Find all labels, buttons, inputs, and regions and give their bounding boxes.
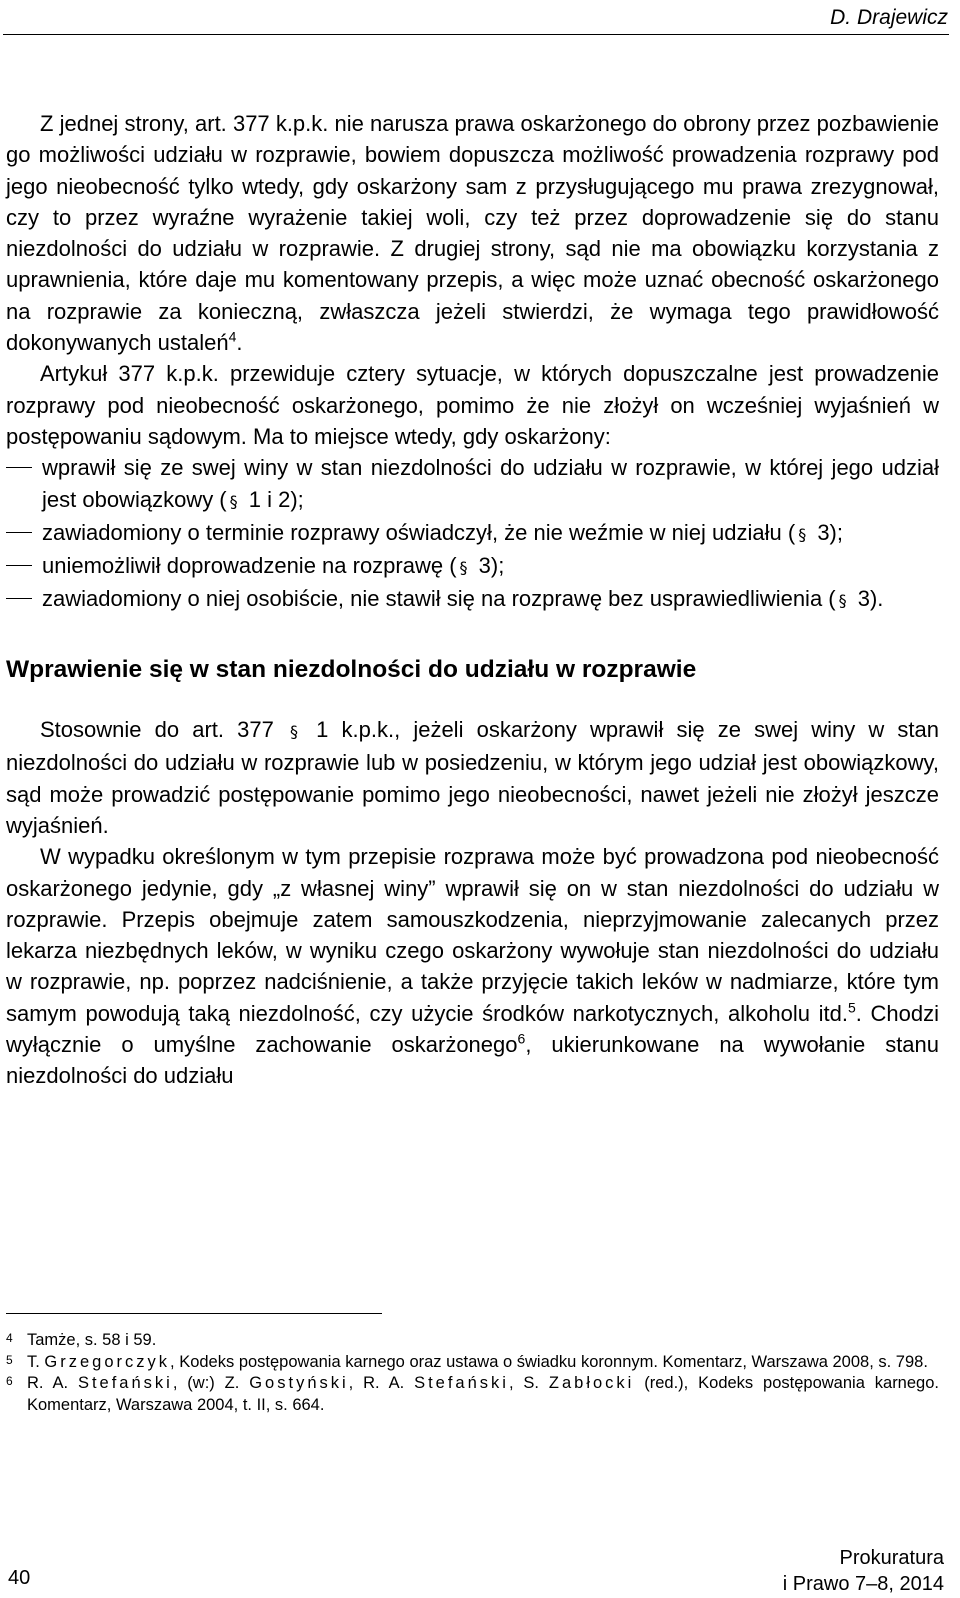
journal-issue: i Prawo 7–8, 2014 — [782, 1573, 944, 1595]
list-item: zawiadomiony o niej osobiście, nie stawił się na rozprawę bez usprawiedliwienia ( § 3). — [6, 583, 939, 616]
paragraph-1: Z jednej strony, art. 377 k.p.k. nie narusza prawa oskarżonego do obrony przez pozbawienie go możliwości udziału w rozprawie, bowiem dopuszcza możliwość prowadzenia rozprawy pod jego nieobecność tylko wtedy, gdy oskarżony sam z przysługującego mu prawa zrezygnował, czy to przez wyraźne wyrażenie takiej woli, czy też przez doprowadzenie się do stanu niezdolności do udziału w rozprawie. Z drugiej strony, sąd nie ma obowiązku korzystania z uprawnienia, które daje mu komentowany przepis, a więc może uznać obecność oskarżonego na rozprawie za konieczną, zwłaszcza jeżeli stwierdzi, że wymaga tego prawidłowość dokonywanych ustaleń$^4$. — [6, 111, 939, 356]
footnote-ref-4[interactable]: 4 — [228, 328, 237, 345]
footnote-ref-6[interactable]: 6 — [517, 1030, 526, 1047]
running-header-author: D. Drajewicz — [830, 6, 948, 29]
paragraph-sign: § — [838, 591, 849, 611]
paragraph-4: W wypadku określonym w tym przepisie rozprawa może być prowadzona pod nieobecność oskarżonego jedynie, gdy „z własnej winy” wprawił się on w stan niezdolności do udziału w rozprawie. Przepis obejmuje zatem samouszkodzenia, nieprzyjmowanie zalecanych przez lekarza niezbędnych leków, w wyniku czego oskarżony wywołuje stan niezdolności do udziału w rozprawie, np. poprzez nadciśnienie, a także przyjęcie takich leków w nadmiarze, które tym samym powodują taką niezdolność, czy użycie środków narkotycznych, alkoholu itd.$^5$. Chodzi wyłącznie o umyślne zachowanie oskarżonego$^6$, ukierunkowane na wywołanie stanu niezdolności do udziału — [6, 844, 940, 1089]
paragraph-3: Stosownie do art. 377 § 1 k.p.k., jeżeli oskarżony wprawił się ze swej winy w stan niezdolności do udziału w rozprawie lub w posiedzeniu, w którym jego udział jest obowiązkowy, sąd może prowadzić postępowanie pomimo jego nieobecności, nawet jeżeli nie złożył jeszcze wyjaśnień. — [6, 717, 939, 838]
paragraph-sign: § — [290, 722, 300, 742]
paragraph-sign: § — [459, 558, 470, 578]
paragraph-sign: § — [229, 491, 240, 511]
header-rule — [3, 34, 949, 35]
footnote-4: 4 Tamże, s. 58 i 59. — [6, 1331, 157, 1349]
footnote-5: 5 T. Grzegorczyk, Kodeks postępowania karnego oraz ustawa o świadku koronnym. Komentarz, Warszawa 2008, s. 798. — [6, 1352, 928, 1371]
list-item: wprawił się ze swej winy w stan niezdolności do udziału w rozprawie, w której jego udział jest obowiązkowy ( § 1 i 2); — [6, 452, 939, 517]
footnote-ref-5[interactable]: 5 — [847, 999, 856, 1016]
list-item: uniemożliwił doprowadzenie na rozprawę ( § 3); — [6, 550, 939, 583]
main-text — [6, 108, 939, 1092]
footnotes — [6, 1330, 939, 1416]
paragraph-2: Artykuł 377 k.p.k. przewiduje cztery sytuacje, w których dopuszczalne jest prowadzenie rozprawy pod nieobecność oskarżonego, pomimo że nie złożył on wcześniej wyjaśnień w postępowaniu sądowym. Ma to miejsce wtedy, gdy oskarżony: — [6, 361, 939, 449]
page-number: 40 — [8, 1567, 31, 1589]
section-heading: Wprawienie się w stan niezdolności do udziału w rozprawie — [6, 655, 697, 683]
list-item: zawiadomiony o terminie rozprawy oświadczył, że nie weźmie w niej udziału ( § 3); — [6, 517, 939, 550]
footnote-6: 6 R. A. Stefański, (w:) Z. Gostyński, R. A. Stefański, S. Zabłocki (red.), Kodeks postępowania karnego. Komentarz, Warszawa 2004, t. II, s. 664. — [6, 1374, 939, 1414]
journal-footer — [684, 1545, 944, 1597]
journal-title: Prokuratura — [839, 1547, 944, 1569]
footnote-rule — [6, 1313, 382, 1314]
conditions-list — [6, 452, 939, 616]
paragraph-sign: § — [798, 524, 809, 544]
